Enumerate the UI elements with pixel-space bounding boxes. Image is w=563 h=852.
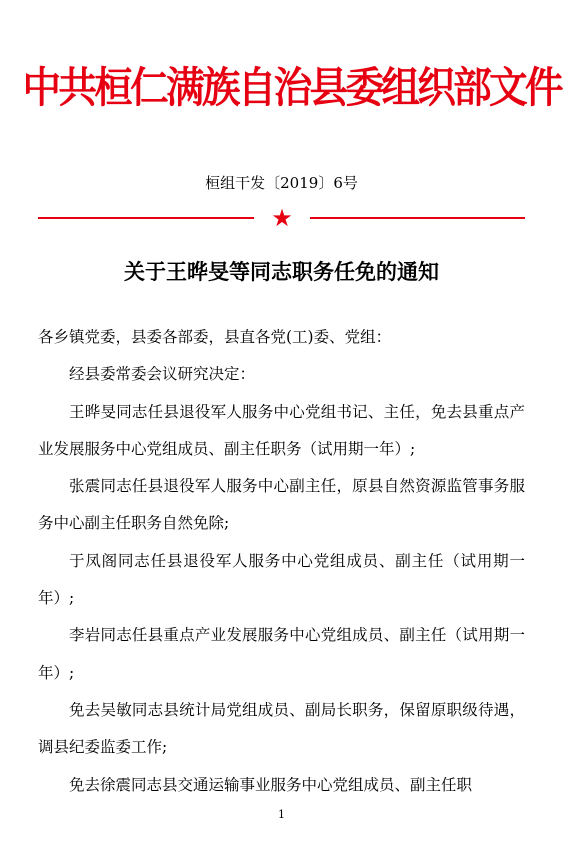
body-paragraph: 张震同志任县退役军人服务中心副主任，原县自然资源监管事务服务中心副主任职务自然免除; [38,477,525,533]
separator-line-left [38,217,254,219]
body-paragraph: 免去吴敏同志县统计局党组成员、副局长职务，保留原职级待遇，调县纪委监委工作; [38,700,525,757]
header-separator [38,206,525,230]
notice-body [38,319,525,804]
salutation: 各乡镇党委，县委各部委，县直各党(工)委、党组： [38,328,392,346]
document-header-title: 中共桓仁满族自治县委组织部文件 [22,63,561,112]
body-paragraph: 经县委常委会议研究决定： [69,365,256,384]
body-paragraph: 免去徐震同志县交通运输事业服务中心党组成员、副主任职 [69,775,473,794]
star-icon: ★ [271,204,293,232]
document-number: 桓组干发〔2019〕6号 [205,174,358,192]
body-paragraph: 王晔旻同志任县退役军人服务中心党组书记、主任，免去县重点产业发展服务中心党组成员、副主任职务（试用期一年）; [38,402,525,458]
page-number: 1 [278,808,285,821]
body-paragraph: 于凤阁同志任县退役军人服务中心党组成员、副主任（试用期一年）; [38,551,525,608]
notice-title: 关于王晔旻等同志职务任免的通知 [124,260,439,284]
body-paragraph: 李岩同志任县重点产业发展服务中心党组成员、副主任（试用期一年）; [38,626,525,682]
separator-line-right [310,217,525,219]
